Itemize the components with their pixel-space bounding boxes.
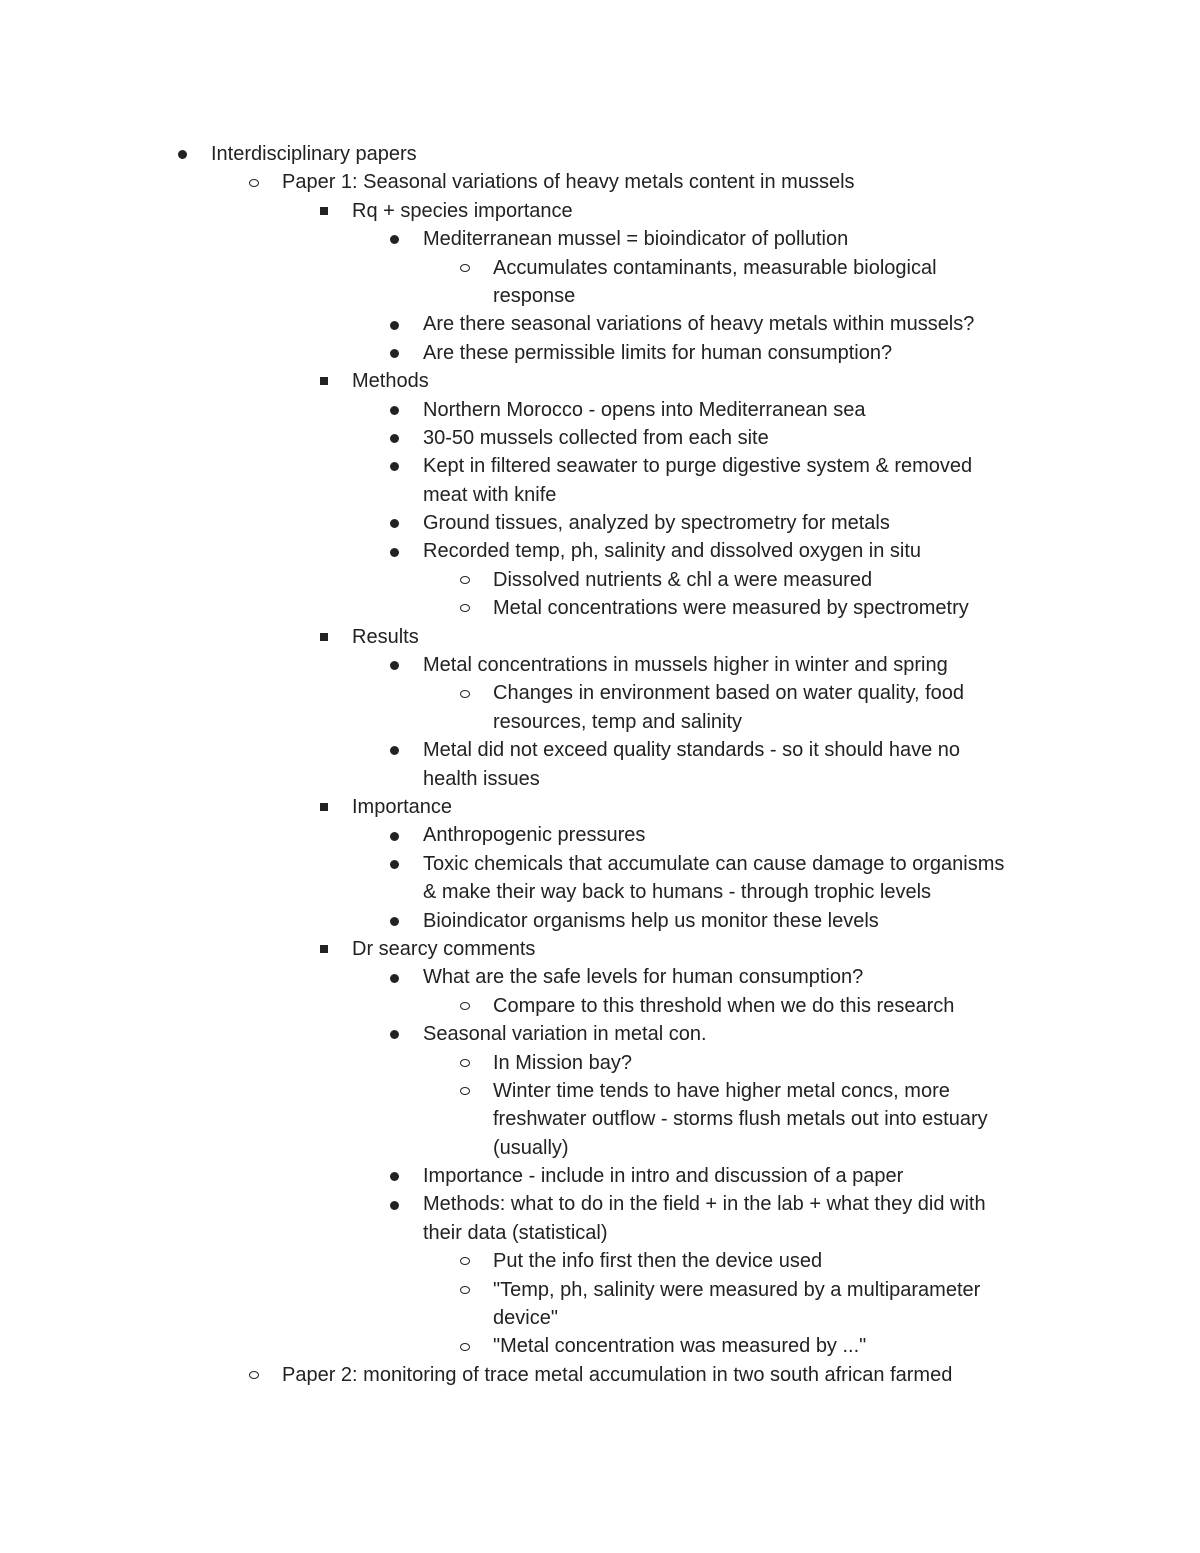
list-item-text: Seasonal variation in metal con. [423, 1023, 707, 1046]
list-item-text: Mediterranean mussel = bioindicator of pollution [423, 228, 849, 251]
list-item-text: & make their way back to humans - through trophic levels [423, 881, 932, 904]
list-item [0, 850, 1200, 878]
list-item [0, 1020, 1200, 1048]
list-item-text: Ground tissues, analyzed by spectrometry for metals [423, 512, 890, 535]
list-item [0, 708, 1200, 736]
list-item [0, 140, 1200, 168]
list-item [0, 1219, 1200, 1247]
list-item [0, 765, 1200, 793]
circle-bullet-icon [455, 1247, 475, 1275]
list-item [0, 481, 1200, 509]
disc-bullet-icon [385, 736, 405, 764]
list-item [0, 963, 1200, 991]
list-item [0, 310, 1200, 338]
disc-bullet-icon [385, 537, 405, 565]
list-item-text: Bioindicator organisms help us monitor these levels [423, 909, 879, 932]
list-item [0, 736, 1200, 764]
list-item [0, 1162, 1200, 1190]
list-item-text: In Mission bay? [493, 1051, 632, 1074]
list-item-text: Northern Morocco - opens into Mediterranean sea [423, 398, 866, 421]
list-item-text: Importance [352, 795, 453, 818]
disc-bullet-icon [385, 1190, 405, 1218]
disc-bullet-icon [385, 424, 405, 452]
list-item-text: Metal concentrations in mussels higher in winter and spring [423, 654, 948, 677]
disc-bullet-icon [385, 821, 405, 849]
circle-bullet-icon [455, 254, 475, 282]
list-item [0, 367, 1200, 395]
disc-bullet-icon [385, 651, 405, 679]
list-item [0, 537, 1200, 565]
list-item [0, 1134, 1200, 1162]
list-item-text: health issues [423, 767, 540, 790]
list-item-text: Results [352, 625, 419, 648]
circle-bullet-icon [455, 566, 475, 594]
list-item [0, 339, 1200, 367]
list-item-text: (usually) [493, 1136, 569, 1159]
list-item-text: "Temp, ph, salinity were measured by a multiparameter [493, 1278, 981, 1301]
list-item [0, 197, 1200, 225]
square-bullet-icon [314, 197, 334, 225]
circle-bullet-icon [244, 168, 264, 196]
list-item-text: Methods: what to do in the field + in the lab + what they did with [423, 1193, 986, 1216]
disc-bullet-icon [173, 140, 193, 168]
list-item-text: Kept in filtered seawater to purge digestive system & removed [423, 455, 973, 478]
circle-bullet-icon [455, 1276, 475, 1304]
list-item-text: Changes in environment based on water quality, food [493, 682, 965, 705]
list-item [0, 254, 1200, 282]
list-item-text: freshwater outflow - storms flush metals out into estuary [493, 1108, 988, 1131]
list-item [0, 168, 1200, 196]
list-item [0, 1247, 1200, 1275]
list-item [0, 424, 1200, 452]
list-item-text: their data (statistical) [423, 1221, 608, 1244]
list-item [0, 1361, 1200, 1389]
list-item [0, 452, 1200, 480]
disc-bullet-icon [385, 509, 405, 537]
list-item-text: Paper 2: monitoring of trace metal accumulation in two south african farmed [282, 1363, 953, 1386]
list-item-text: Metal concentrations were measured by spectrometry [493, 597, 969, 620]
list-item [0, 509, 1200, 537]
list-item-text: Rq + species importance [352, 199, 573, 222]
list-item [0, 566, 1200, 594]
disc-bullet-icon [385, 1020, 405, 1048]
list-item-text: meat with knife [423, 483, 557, 506]
square-bullet-icon [314, 935, 334, 963]
list-item [0, 935, 1200, 963]
list-item [0, 1332, 1200, 1360]
list-item-text: Accumulates contaminants, measurable biological [493, 256, 937, 279]
circle-bullet-icon [455, 1332, 475, 1360]
list-item [0, 1276, 1200, 1304]
list-item-text: Are there seasonal variations of heavy metals within mussels? [423, 313, 975, 336]
list-item [0, 1105, 1200, 1133]
disc-bullet-icon [385, 1162, 405, 1190]
list-item [0, 1077, 1200, 1105]
list-item [0, 225, 1200, 253]
notes-document [0, 140, 1200, 1389]
disc-bullet-icon [385, 452, 405, 480]
disc-bullet-icon [385, 339, 405, 367]
disc-bullet-icon [385, 310, 405, 338]
list-item [0, 821, 1200, 849]
square-bullet-icon [314, 367, 334, 395]
list-item-text: 30-50 mussels collected from each site [423, 426, 769, 449]
list-item [0, 679, 1200, 707]
circle-bullet-icon [455, 1077, 475, 1105]
list-item [0, 651, 1200, 679]
list-item [0, 396, 1200, 424]
list-item-text: resources, temp and salinity [493, 710, 743, 733]
disc-bullet-icon [385, 963, 405, 991]
list-item [0, 1049, 1200, 1077]
list-item [0, 992, 1200, 1020]
disc-bullet-icon [385, 850, 405, 878]
list-item-text: Toxic chemicals that accumulate can cause damage to organisms [423, 852, 1005, 875]
list-item-text: Winter time tends to have higher metal concs, more [493, 1079, 950, 1102]
list-item-text: device" [493, 1307, 558, 1330]
circle-bullet-icon [455, 1049, 475, 1077]
list-item-text: What are the safe levels for human consumption? [423, 966, 864, 989]
square-bullet-icon [314, 623, 334, 651]
list-item [0, 1304, 1200, 1332]
disc-bullet-icon [385, 907, 405, 935]
list-item-text: Are these permissible limits for human consumption? [423, 341, 893, 364]
list-item-text: Dissolved nutrients & chl a were measured [493, 568, 873, 591]
list-item [0, 282, 1200, 310]
list-item-text: Compare to this threshold when we do this research [493, 994, 955, 1017]
circle-bullet-icon [455, 679, 475, 707]
list-item-text: Dr searcy comments [352, 937, 536, 960]
list-item-text: Put the info first then the device used [493, 1250, 823, 1273]
list-item [0, 793, 1200, 821]
list-item [0, 907, 1200, 935]
circle-bullet-icon [244, 1361, 264, 1389]
list-item-text: Paper 1: Seasonal variations of heavy metals content in mussels [282, 171, 855, 194]
circle-bullet-icon [455, 992, 475, 1020]
circle-bullet-icon [455, 594, 475, 622]
list-item-text: Metal did not exceed quality standards - so it should have no [423, 739, 960, 762]
list-item [0, 623, 1200, 651]
list-item-text: Importance - include in intro and discussion of a paper [423, 1165, 904, 1188]
list-item-text: Methods [352, 370, 429, 393]
disc-bullet-icon [385, 225, 405, 253]
disc-bullet-icon [385, 396, 405, 424]
list-item [0, 594, 1200, 622]
list-item-text: Recorded temp, ph, salinity and dissolved oxygen in situ [423, 540, 922, 563]
list-item [0, 1190, 1200, 1218]
list-item-text: Interdisciplinary papers [211, 143, 417, 165]
list-item-text: "Metal concentration was measured by ..." [493, 1335, 867, 1358]
list-item-text: response [493, 284, 576, 307]
list-item-text: Anthropogenic pressures [423, 824, 646, 847]
list-item [0, 878, 1200, 906]
square-bullet-icon [314, 793, 334, 821]
